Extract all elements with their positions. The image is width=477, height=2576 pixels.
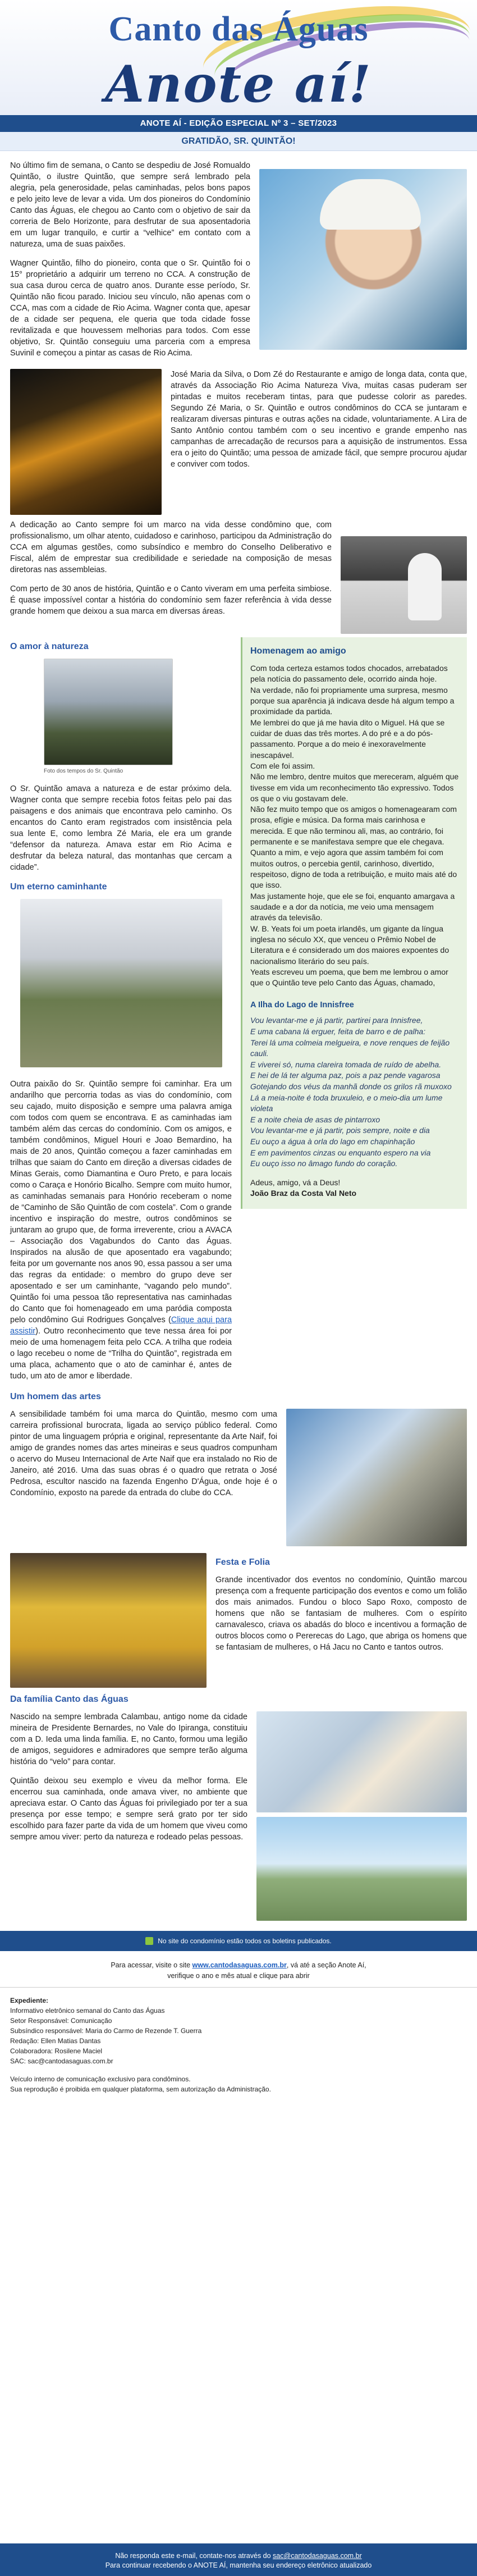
arts-row bbox=[10, 1409, 467, 1546]
family-paragraph: Quintão deixou seu exemplo e viveu da melhor forma. Ele encerrou sua caminhada, onde amava viver, no ambiente que apreciava estar. O Canto das Águas foi privilegiado por ter a sua presença por esse tempo; e sempre será grato por ter sido escolhido para fazer parte da vida de um homem que viveu como sempre amou viver: perto da natureza e rodeado pelas pessoas. bbox=[10, 1776, 247, 1842]
headline: GRATIDÃO, SR. QUINTÃO! bbox=[0, 132, 477, 151]
nature-paragraph: O Sr. Quintão amava a natureza e de estar próximo dela. Wagner conta que sempre recebia fotos feitas pelo pai das paisagens e dos animais que encontrava pelo caminho. Os encantos do Canto eram registrados com insistência pela sua lente E, como lembra Zé Maria, ele era um grande “defensor da natureza. Amava estar em Rio Acima e desfrutar da beleza natural, das montanhas que cercam a cidade”. bbox=[10, 784, 232, 872]
aside-line: Com toda certeza estamos todos chocados, arrebatados pela notícia do passamento dele, ocorrido ainda hoje. bbox=[250, 664, 448, 684]
bullet-icon bbox=[145, 1937, 153, 1945]
couple-photo bbox=[256, 1711, 467, 1812]
sac-email-link[interactable]: sac@cantodasaguas.com.br bbox=[273, 2552, 362, 2560]
poem-line: E uma cabana lá erguer, feita de barro e de palha: bbox=[250, 1027, 426, 1036]
aside-line: Yeats escreveu um poema, que bem me lembrou o amor que o Quintão teve pelo Canto das Águas, chamado, bbox=[250, 967, 448, 988]
intro-paragraph: José Maria da Silva, o Dom Zé do Restaurante e amigo de longa data, conta que, através da Associação Rio Acima Natureza Viva, muitas casas puderam ser pintadas e muitos receberam tintas, para que pudesse colorir as paredes. Segundo Zé Maria, o Sr. Quintão e outros condôminos do CCA se juntaram e realizaram diversas pinturas e outras ações na cidade, voluntariamente. A Lira de Santo Antônio contou também com o seu incentivo e grande empenho nas campanhas de arrecadação de recursos para a aquisição de instrumentos. Essa era o jeito do Quintão; uma pessoa de amizade fácil, que sempre procurou ajudar e conviver com todos. bbox=[171, 370, 467, 469]
poem-line: Eu ouço isso no âmago fundo do coração. bbox=[250, 1159, 398, 1168]
aside-line: W. B. Yeats foi um poeta irlandês, um gigante da língua inglesa no século XX, que venceu o Prêmio Nobel de Literatura e é considerado um dos maiores expoentes do nacionalismo literário do seu país. bbox=[250, 924, 450, 966]
person-shape bbox=[408, 553, 442, 620]
intro-paragraph: Wagner Quintão, filho do pioneiro, conta que o Sr. Quintão foi o 15° proprietário a adquirir um terreno no CCA. A construção de sua casa durou cerca de quatro anos. Durante esse período, Sr. Quintão não ficou parado. Iniciou seu vínculo, não apenas com o CCA, mas com a cidade de Rio Acima. Wagner conta que, apesar de a cidade ser pequena, ele queria que toda cidade fosse revitalizada e que houvessem melhorias para todos. Com esse objetivo, Sr. Quintão conseguiu uma parceria com a empresa Suvinil e começou a pintar as casas de Rio Acima. bbox=[10, 259, 250, 358]
two-column-row bbox=[10, 637, 467, 1390]
admin-row bbox=[10, 519, 467, 634]
farewell: Adeus, amigo, vá a Deus! bbox=[250, 1177, 341, 1187]
plaque-photo bbox=[341, 536, 467, 634]
hikers-photo bbox=[20, 899, 222, 1067]
main-content bbox=[0, 151, 477, 1921]
intro-paragraph: A dedicação ao Canto sempre foi um marco na vida desse condômino que, com profissionalismo, um olhar atento, cuidadoso e carinhoso, participou da Administração do CCA em algumas gestões, como subsíndico e membro do Conselho Deliberativo e Fiscal, além de emprestar sua credibilidade e seriedade na composição de mesas diretoras nas assembleias. bbox=[10, 520, 332, 574]
expediente: Expediente: Informativo eletrônico semanal do Canto das Águas Setor Responsável: Comunicação Subsíndico responsável: Maria do Carmo de Rezende T. Guerra Redação: Ellen Matias Dantas Colaboradora: Rosilene Maciel SAC: sac@cantodasaguas.com.br Veículo interno de comunicação exclusivo para condôminos. Sua reprodução é proibida em qualquer plataforma, sem autorização da Administração. bbox=[10, 1996, 271, 2093]
brand-logo: Canto das Águas bbox=[108, 10, 369, 48]
section-title-nature: O amor à natureza bbox=[10, 642, 89, 651]
poem-line: Lá a meia-noite é toda bruxuleio, e o meio-dia um lume violeta bbox=[250, 1093, 443, 1113]
aside-line: Não me lembro, dentre muitos que mereceram, alguém que tivesse em vida um reconhecimento tão expressivo. Todos os que o viu gostavam dele. bbox=[250, 772, 459, 803]
signature: João Braz da Costa Val Neto bbox=[250, 1189, 357, 1198]
poem-line: E hei de lá ter alguma paz, pois a paz pende vagarosa bbox=[250, 1071, 441, 1080]
section-title-hiker: Um eterno caminhante bbox=[10, 881, 107, 892]
poem-line: E a noite cheia de asas de pintarroxo bbox=[250, 1115, 380, 1124]
section-title-party: Festa e Folia bbox=[215, 1558, 270, 1568]
carnival-photo bbox=[10, 1553, 207, 1688]
poem-line: Vou levantar-me e já partir, pois sempre, noite e dia bbox=[250, 1126, 430, 1135]
archive-notice: No site do condomínio estão todos os boletins publicados. bbox=[158, 1936, 332, 1945]
poem bbox=[250, 1015, 459, 1169]
access-instructions: Para acessar, visite o site www.cantodasaguas.com.br, vá até a seção Anote Aí, verifique o ano e mês atual e clique para abrir bbox=[111, 1961, 366, 1980]
family-row bbox=[10, 1711, 467, 1921]
archive-notice-bar bbox=[0, 1931, 477, 1951]
tribute-aside bbox=[241, 637, 467, 1209]
intro-paragraph: No último fim de semana, o Canto se despediu de José Romualdo Quintão, o ilustre Quintão, que sempre será lembrado pela alegria, pela generosidade, pelas caminhadas, pelos bons papos e pelo jeito leve de levar a vida. Um dos pioneiros do Condomínio Canto das Águas, ele chegou ao Canto com o objetivo de sair da correria de Belo Horizonte, para desfrutar de sua aposentadoria em um lugar tranquilo, e curtir a “velhice” em contato com a natureza, uma de suas paixões. bbox=[10, 161, 250, 249]
family-photo bbox=[256, 1817, 467, 1921]
aside-title: Homenagem ao amigo bbox=[250, 646, 346, 656]
poem-line: Eu ouço a água à orla do lago em chapinhação bbox=[250, 1136, 415, 1146]
aside-line: Na verdade, não foi propriamente uma surpresa, mesmo porque sua aparência já indicava desde há algum tempo a proximidade da partida. bbox=[250, 685, 455, 716]
party-paragraph: Grande incentivador dos eventos no condomínio, Quintão marcou presença com a frequente participação dos eventos e como um folião dos mais animados. Fundou o bloco Sapo Roxo, composto de homens que não se fantasiam de mulheres. Com o espírito carnavalesco, criava os abadás do bloco e incentivou a formação de outros blocos como o Pererecas do Lago, que abriga os homens que se fantasiam de mulheres, o Há Jacu no Canto e tantos outros. bbox=[215, 1575, 467, 1652]
rio-row bbox=[10, 369, 467, 515]
painter-photo bbox=[286, 1409, 467, 1546]
left-column bbox=[10, 637, 232, 1390]
intro-paragraph: Com perto de 30 anos de história, Quintão e o Canto viveram em uma perfeita simbiose. É quase impossível contar a história do condomínio sem fazer referência à vida desse grande homem que deixou a sua marca em diversas áreas. bbox=[10, 584, 332, 616]
intro-row bbox=[10, 160, 467, 367]
bottom-bar: Não responda este e-mail, contate-nos através do sac@cantodasaguas.com.br Para continuar recebendo o ANOTE AÍ, mantenha seu endereço eletrônico atualizado bbox=[0, 2543, 477, 2576]
section-title-family: Da família Canto das Águas bbox=[10, 1695, 129, 1705]
party-row bbox=[10, 1553, 467, 1688]
poem-line: E em pavimentos cinzas ou enquanto espero na via bbox=[250, 1148, 431, 1157]
hiker-paragraph: Outra paixão do Sr. Quintão sempre foi caminhar. Era um andarilho que percorria todas as vias do condomínio, com seu cajado, muito disposição e sempre uma palavra amiga com todos com quem se encontrava. E as caminhadas iam também além das cercas do condomínio. Com os amigos, e também condôminos, Miguel Houri e Joao Bemardino, ha mais de 20 anos, Quintão começou a fazer caminhadas em trilhas que saiam do Canto em direção a diversas cidades de Minas Gerais, como Diamantina e Ouro Preto, e para locais como o Caraça e Honório Bicalho. Sempre com muito humor, as caminhadas semanais para Honório receberam o nome de “Caminho de São Quintão de com costela”. Com o grande incentivo e inspiração do mestre, outros condôminos se juntaram ao grupo que, de forma irreverente, criou a AVACA – Associação dos Vagabundos do Canto das Águas. Inspirados na alusão de que aposentado era vagabundo; feita por um governante nos anos 90, essa passou a ser uma das regras da entidade: o membro do grupo deve ser aposentado e ser um caminhante, “vagando pelo mundo”. Quintão foi uma pessoa tão representativa nas caminhadas do Canto que foi homenageado em uma paródia composta pelo condômino Gui Rodrigues Gonçalves (Clique aqui para assistir). Outro reconhecimento que teve nessa área foi por meio de uma homenagem feita pelo CCA. A trilha que rodeia o lago recebeu o nome de “Trilha do Quintão”, registrada em uma placa, achamento que o ato de caminhar é, antes de tudo, um ato de amor e liberdade. bbox=[10, 1079, 232, 1381]
aside-line: Não fez muito tempo que os amigos o homenagearam com prosa, efígie e música. Da forma mais carinhosa e merecida. E que não terminou ali, mas, ao contrário, foi permanente e se manifestava sempre que ele chegava. bbox=[250, 805, 457, 847]
edition-bar: ANOTE AÍ - EDIÇÃO ESPECIAL Nº 3 – SET/2023 bbox=[0, 115, 477, 132]
masthead bbox=[0, 0, 477, 115]
watch-video-link[interactable]: Clique aqui para assistir bbox=[10, 1315, 232, 1336]
photo-caption: Foto dos tempos do Sr. Quintão bbox=[44, 768, 123, 775]
cap-shape bbox=[320, 179, 421, 230]
aside-line: Mas justamente hoje, que ele se foi, enquanto amargava a saudade e a dor da notícia, me veio uma mensagem através da televisão. bbox=[250, 891, 455, 922]
site-link[interactable]: www.cantodasaguas.com.br bbox=[192, 1961, 287, 1970]
portrait-photo bbox=[259, 169, 467, 350]
landscape-photo bbox=[44, 659, 173, 765]
poem-line: Vou levantar-me e já partir, partirei para Innisfree, bbox=[250, 1016, 423, 1025]
family-paragraph: Nascido na sempre lembrada Calambau, antigo nome da cidade mineira de Presidente Bernardes, no Vale do Ipiranga, constituiu com a D. Ieda uma linda família. E, no Canto, formou uma legião de amigos, seguidores e admiradores que sempre terão alguma história do “velo” para contar. bbox=[10, 1712, 247, 1767]
poem-line: Terei lá uma colmeia melgueira, e nove renques de feijão cauli. bbox=[250, 1038, 450, 1058]
poem-line: E viverei só, numa clareira tomada de ruído de abelha. bbox=[250, 1059, 442, 1069]
newsletter-title: Anote aí! bbox=[105, 54, 372, 114]
aside-line: Quanto a mim, e vejo agora que assim também foi com muitos outros, o percebia gentil, carinhoso, divertido, respeitoso, digno de toda a retribuição, e muito mais até do que isso. bbox=[250, 848, 457, 890]
poem-title: A Ilha do Lago de Innisfree bbox=[250, 1001, 354, 1010]
aside-line: Me lembrei do que já me havia dito o Miguel. Há que se cuidar de duas das três mortes. A do pré e a do pós-passamento. Porque a do meio é inexoravelmente inescapável. bbox=[250, 718, 445, 760]
painting-photo bbox=[10, 369, 162, 515]
poem-line: Gotejando dos véus da manhã donde os grilos rã muxoxo bbox=[250, 1082, 452, 1091]
aside-line: Com ele foi assim. bbox=[250, 761, 315, 770]
arts-paragraph: A sensibilidade também foi uma marca do Quintão, mesmo com uma carreira profissional burocrata, ligada ao serviço público federal. Como pintor de uma linguagem própria e original, representante da Arte Naif, foi amigo de grandes nomes das artes mineiras e seus quadros compunham o acervo do Museu Internacional de Arte Naif que era instalado no Rio de Janeiro, até 2016. Uma das suas obras é o quadro que retrata o José Pedrosa, escultor nascido na fazenda Engenho D'Água, onde hoje é o Condomínio, exposto na parede da entrada do clube do CCA. bbox=[10, 1410, 277, 1498]
section-title-arts: Um homem das artes bbox=[10, 1391, 101, 1401]
